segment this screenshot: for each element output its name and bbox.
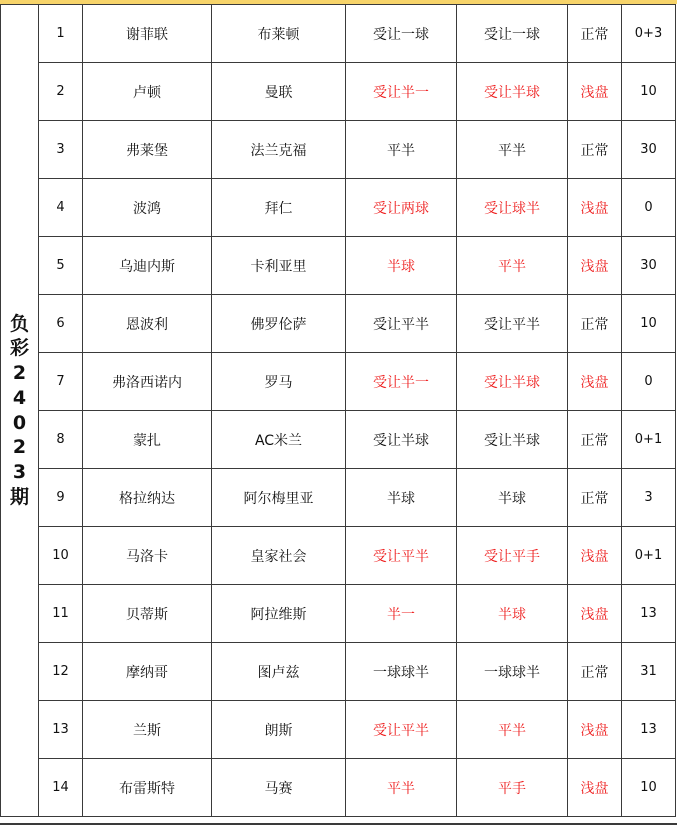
home-team-cell: 波鸿 (83, 179, 212, 237)
home-team-cell: 乌迪内斯 (83, 237, 212, 295)
handicap-b-cell: 受让一球 (457, 5, 568, 63)
status-cell: 浅盘 (568, 353, 622, 411)
away-team-cell: 卡利亚里 (212, 237, 346, 295)
handicap-a-cell: 受让一球 (346, 5, 457, 63)
handicap-a-cell: 受让两球 (346, 179, 457, 237)
handicap-b-cell: 受让半球 (457, 353, 568, 411)
table-row (1, 353, 676, 411)
value-cell: 13 (622, 701, 676, 759)
handicap-b-cell: 平半 (457, 701, 568, 759)
row-number-cell: 3 (39, 121, 83, 179)
value-cell: 0 (622, 353, 676, 411)
home-team-cell: 马洛卡 (83, 527, 212, 585)
handicap-b-cell: 受让平手 (457, 527, 568, 585)
table-row (1, 5, 676, 63)
row-number-cell: 4 (39, 179, 83, 237)
handicap-b-cell: 半球 (457, 585, 568, 643)
table-row (1, 237, 676, 295)
handicap-a-cell: 平半 (346, 121, 457, 179)
away-team-cell: 法兰克福 (212, 121, 346, 179)
away-team-cell: 图卢兹 (212, 643, 346, 701)
handicap-a-cell: 受让平半 (346, 701, 457, 759)
issue-label-char: 4 (12, 386, 27, 409)
handicap-b-cell: 受让半球 (457, 63, 568, 121)
row-number-cell: 11 (39, 585, 83, 643)
status-cell: 浅盘 (568, 759, 622, 817)
match-table (0, 4, 676, 817)
value-cell: 10 (622, 295, 676, 353)
status-cell: 浅盘 (568, 527, 622, 585)
table-row (1, 121, 676, 179)
issue-label-char: 期 (9, 485, 29, 508)
handicap-b-cell: 受让平半 (457, 295, 568, 353)
home-team-cell: 布雷斯特 (83, 759, 212, 817)
handicap-b-cell: 受让球半 (457, 179, 568, 237)
home-team-cell: 弗洛西诺内 (83, 353, 212, 411)
row-number-cell: 12 (39, 643, 83, 701)
value-cell: 0+3 (622, 5, 676, 63)
status-cell: 正常 (568, 469, 622, 527)
home-team-cell: 谢菲联 (83, 5, 212, 63)
issue-label-char: 2 (12, 362, 27, 385)
row-number-cell: 14 (39, 759, 83, 817)
status-cell: 正常 (568, 5, 622, 63)
row-number-cell: 10 (39, 527, 83, 585)
handicap-b-cell: 半球 (457, 469, 568, 527)
handicap-b-cell: 受让半球 (457, 411, 568, 469)
row-number-cell: 1 (39, 5, 83, 63)
handicap-a-cell: 半一 (346, 585, 457, 643)
row-number-cell: 13 (39, 701, 83, 759)
away-team-cell: 佛罗伦萨 (212, 295, 346, 353)
status-cell: 正常 (568, 411, 622, 469)
home-team-cell: 格拉纳达 (83, 469, 212, 527)
table-row (1, 527, 676, 585)
status-cell: 浅盘 (568, 179, 622, 237)
value-cell: 13 (622, 585, 676, 643)
table-row (1, 63, 676, 121)
away-team-cell: 马赛 (212, 759, 346, 817)
value-cell: 0+1 (622, 527, 676, 585)
table-body (1, 5, 676, 817)
table-row (1, 295, 676, 353)
away-team-cell: 曼联 (212, 63, 346, 121)
handicap-a-cell: 受让平半 (346, 295, 457, 353)
away-team-cell: 布莱顿 (212, 5, 346, 63)
home-team-cell: 蒙扎 (83, 411, 212, 469)
value-cell: 31 (622, 643, 676, 701)
issue-label-char: 负 (9, 312, 29, 335)
issue-label-char: 彩 (9, 337, 29, 360)
away-team-cell: 阿尔梅里亚 (212, 469, 346, 527)
handicap-a-cell: 受让半一 (346, 353, 457, 411)
table-row (1, 469, 676, 527)
value-cell: 10 (622, 63, 676, 121)
status-cell: 浅盘 (568, 701, 622, 759)
handicap-a-cell: 受让半球 (346, 411, 457, 469)
home-team-cell: 兰斯 (83, 701, 212, 759)
issue-label-char: 0 (12, 411, 27, 434)
row-number-cell: 9 (39, 469, 83, 527)
handicap-b-cell: 平半 (457, 121, 568, 179)
away-team-cell: 朗斯 (212, 701, 346, 759)
row-number-cell: 8 (39, 411, 83, 469)
home-team-cell: 恩波利 (83, 295, 212, 353)
handicap-b-cell: 平手 (457, 759, 568, 817)
handicap-a-cell: 受让平半 (346, 527, 457, 585)
home-team-cell: 摩纳哥 (83, 643, 212, 701)
value-cell: 30 (622, 237, 676, 295)
value-cell: 0 (622, 179, 676, 237)
value-cell: 10 (622, 759, 676, 817)
handicap-a-cell: 平半 (346, 759, 457, 817)
value-cell: 3 (622, 469, 676, 527)
table-row (1, 701, 676, 759)
home-team-cell: 弗莱堡 (83, 121, 212, 179)
handicap-a-cell: 受让半一 (346, 63, 457, 121)
row-number-cell: 6 (39, 295, 83, 353)
home-team-cell: 卢顿 (83, 63, 212, 121)
handicap-b-cell: 一球球半 (457, 643, 568, 701)
away-team-cell: 拜仁 (212, 179, 346, 237)
issue-label-char: 3 (12, 460, 27, 483)
handicap-a-cell: 一球球半 (346, 643, 457, 701)
table-row (1, 759, 676, 817)
value-cell: 30 (622, 121, 676, 179)
handicap-b-cell: 平半 (457, 237, 568, 295)
status-cell: 正常 (568, 643, 622, 701)
row-number-cell: 5 (39, 237, 83, 295)
handicap-a-cell: 半球 (346, 469, 457, 527)
away-team-cell: 罗马 (212, 353, 346, 411)
handicap-a-cell: 半球 (346, 237, 457, 295)
row-number-cell: 2 (39, 63, 83, 121)
table-row (1, 643, 676, 701)
away-team-cell: 阿拉维斯 (212, 585, 346, 643)
status-cell: 浅盘 (568, 63, 622, 121)
table-row (1, 179, 676, 237)
value-cell: 0+1 (622, 411, 676, 469)
row-number-cell: 7 (39, 353, 83, 411)
table-row (1, 411, 676, 469)
issue-label-char: 2 (12, 436, 27, 459)
home-team-cell: 贝蒂斯 (83, 585, 212, 643)
issue-label (1, 5, 39, 817)
away-team-cell: AC米兰 (212, 411, 346, 469)
status-cell: 浅盘 (568, 585, 622, 643)
status-cell: 正常 (568, 121, 622, 179)
status-cell: 正常 (568, 295, 622, 353)
status-cell: 浅盘 (568, 237, 622, 295)
away-team-cell: 皇家社会 (212, 527, 346, 585)
table-row (1, 585, 676, 643)
